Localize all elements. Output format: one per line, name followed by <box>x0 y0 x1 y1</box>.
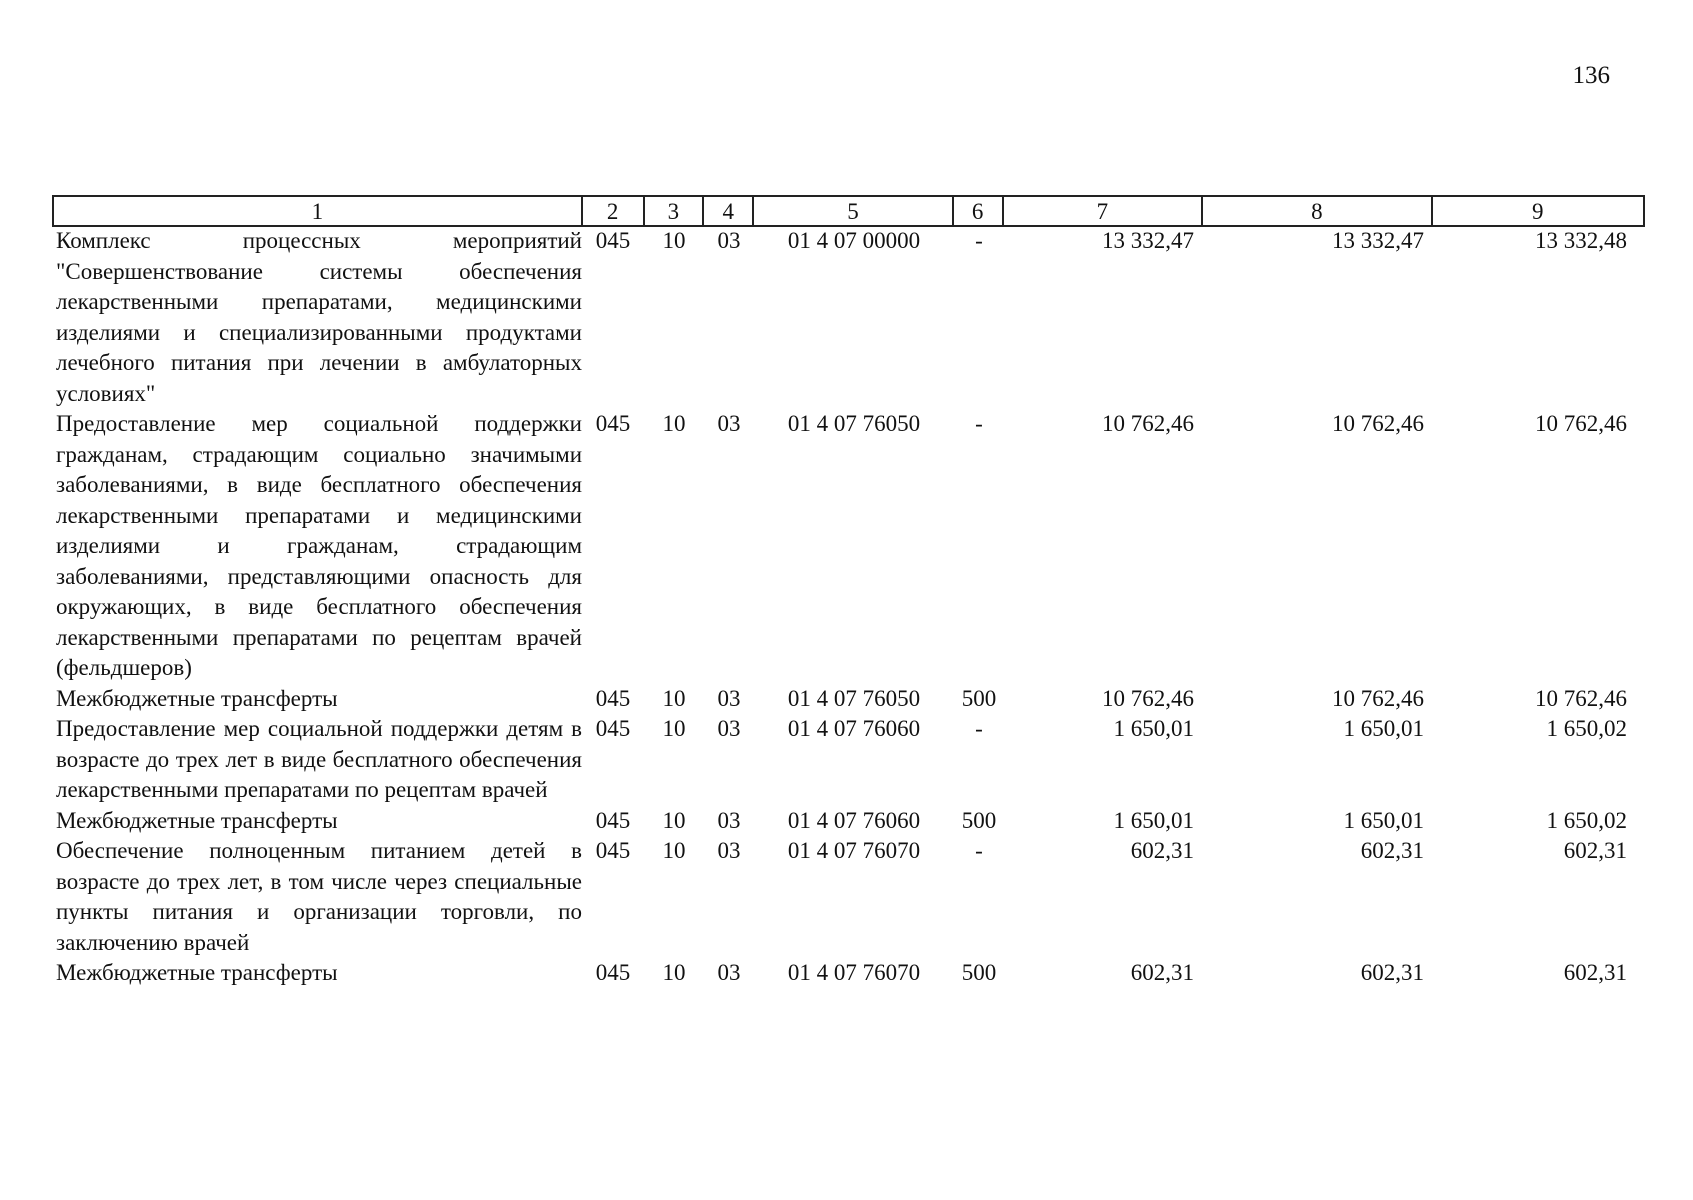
row-col-9: 602,31 <box>1563 838 1627 863</box>
column-header-1: 1 <box>54 197 583 225</box>
row-col-6: 500 <box>961 807 997 833</box>
row-col-3: 10 <box>662 228 686 253</box>
row-col-8: 602,31 <box>1360 838 1424 863</box>
row-name: Предоставление мер социальной поддержки детям в возрасте до трех лет в виде бесплатного обеспечения лекарственными препаратами по рецептам врачей <box>56 716 582 802</box>
row-col-9: 1 650,02 <box>1546 807 1627 833</box>
row-col-7: 602,31 <box>1130 838 1194 863</box>
row-col-3: 10 <box>662 838 686 863</box>
table-row <box>52 226 1645 409</box>
row-col-2: 045 <box>595 411 631 436</box>
row-col-3: 10 <box>662 716 686 741</box>
row-col-6: - <box>975 838 983 863</box>
row-col-7: 10 762,46 <box>1102 685 1194 711</box>
row-col-6: - <box>975 411 983 436</box>
row-col-7: 10 762,46 <box>1102 411 1194 436</box>
row-name: Обеспечение полноценным питанием детей в возрасте до трех лет, в том числе через специальные пункты питания и организации торговли, по заключению врачей <box>56 838 582 955</box>
row-name: Межбюджетные трансферты <box>56 807 338 833</box>
row-col-4: 03 <box>717 807 741 833</box>
row-col-6: 500 <box>961 685 997 711</box>
row-col-4: 03 <box>717 960 741 985</box>
column-header-7: 7 <box>1004 197 1204 225</box>
row-col-5: 01 4 07 76050 <box>787 411 921 436</box>
table-row <box>52 806 1645 837</box>
column-header-5: 5 <box>754 197 954 225</box>
row-col-3: 10 <box>662 807 686 833</box>
table-row <box>52 684 1645 715</box>
row-col-2: 045 <box>595 228 631 253</box>
row-col-4: 03 <box>717 685 741 711</box>
row-col-8: 1 650,01 <box>1343 807 1424 833</box>
page-number: 136 <box>1572 62 1610 89</box>
row-col-8: 602,31 <box>1360 960 1424 985</box>
column-header-6: 6 <box>954 197 1004 225</box>
row-col-6: - <box>975 228 983 253</box>
row-col-3: 10 <box>662 411 686 436</box>
budget-table-body <box>52 226 1645 989</box>
row-col-2: 045 <box>595 838 631 863</box>
row-col-8: 1 650,01 <box>1343 716 1424 741</box>
row-col-2: 045 <box>595 685 631 711</box>
row-name: Комплекс процессных мероприятий "Совершенствование системы обеспечения лекарственными препаратами, медицинскими изделиями и специализированными продуктами лечебного питания при лечении в амбулаторных условиях" <box>56 228 582 406</box>
table-row <box>52 836 1645 958</box>
row-col-2: 045 <box>595 716 631 741</box>
row-col-7: 13 332,47 <box>1102 228 1194 253</box>
row-col-4: 03 <box>717 838 741 863</box>
row-col-7: 602,31 <box>1130 960 1194 985</box>
row-col-7: 1 650,01 <box>1113 716 1194 741</box>
row-col-4: 03 <box>717 228 741 253</box>
row-col-9: 10 762,46 <box>1535 411 1627 436</box>
row-col-5: 01 4 07 76050 <box>787 685 921 711</box>
column-header-3: 3 <box>645 197 705 225</box>
row-name: Межбюджетные трансферты <box>56 685 338 711</box>
column-header-8: 8 <box>1203 197 1432 225</box>
row-col-6: 500 <box>961 960 997 985</box>
column-header-9: 9 <box>1532 199 1544 224</box>
row-col-6: - <box>975 716 983 741</box>
row-col-9: 1 650,02 <box>1546 716 1627 741</box>
row-col-5: 01 4 07 76060 <box>787 807 921 833</box>
column-number-header <box>52 195 1645 227</box>
row-col-4: 03 <box>717 411 741 436</box>
row-col-3: 10 <box>662 685 686 711</box>
row-col-2: 045 <box>595 807 631 833</box>
column-header-2: 2 <box>583 197 645 225</box>
row-name: Предоставление мер социальной поддержки гражданам, страдающим социально значимыми заболеваниями, в виде бесплатного обеспечения лекарственными препаратами и медицинскими изделиями и гражданам, страдающим заболеваниями, представляющими опасность для окружающих, в виде бесплатного обеспечения лекарственными препаратами по рецептам врачей (фельдшеров) <box>56 411 582 680</box>
row-col-9: 13 332,48 <box>1535 228 1627 253</box>
row-col-5: 01 4 07 76070 <box>787 960 921 985</box>
row-col-8: 10 762,46 <box>1332 685 1424 711</box>
row-col-5: 01 4 07 76070 <box>787 838 921 863</box>
row-name: Межбюджетные трансферты <box>56 960 338 985</box>
row-col-8: 10 762,46 <box>1332 411 1424 436</box>
table-row <box>52 958 1645 989</box>
table-row <box>52 409 1645 684</box>
row-col-9: 602,31 <box>1563 960 1627 985</box>
row-col-8: 13 332,47 <box>1332 228 1424 253</box>
row-col-2: 045 <box>595 960 631 985</box>
row-col-5: 01 4 07 76060 <box>787 716 921 741</box>
column-header-4: 4 <box>704 197 754 225</box>
table-row <box>52 714 1645 806</box>
row-col-4: 03 <box>717 716 741 741</box>
row-col-9: 10 762,46 <box>1535 685 1627 711</box>
row-col-3: 10 <box>662 960 686 985</box>
row-col-7: 1 650,01 <box>1113 807 1194 833</box>
row-col-5: 01 4 07 00000 <box>787 228 921 253</box>
